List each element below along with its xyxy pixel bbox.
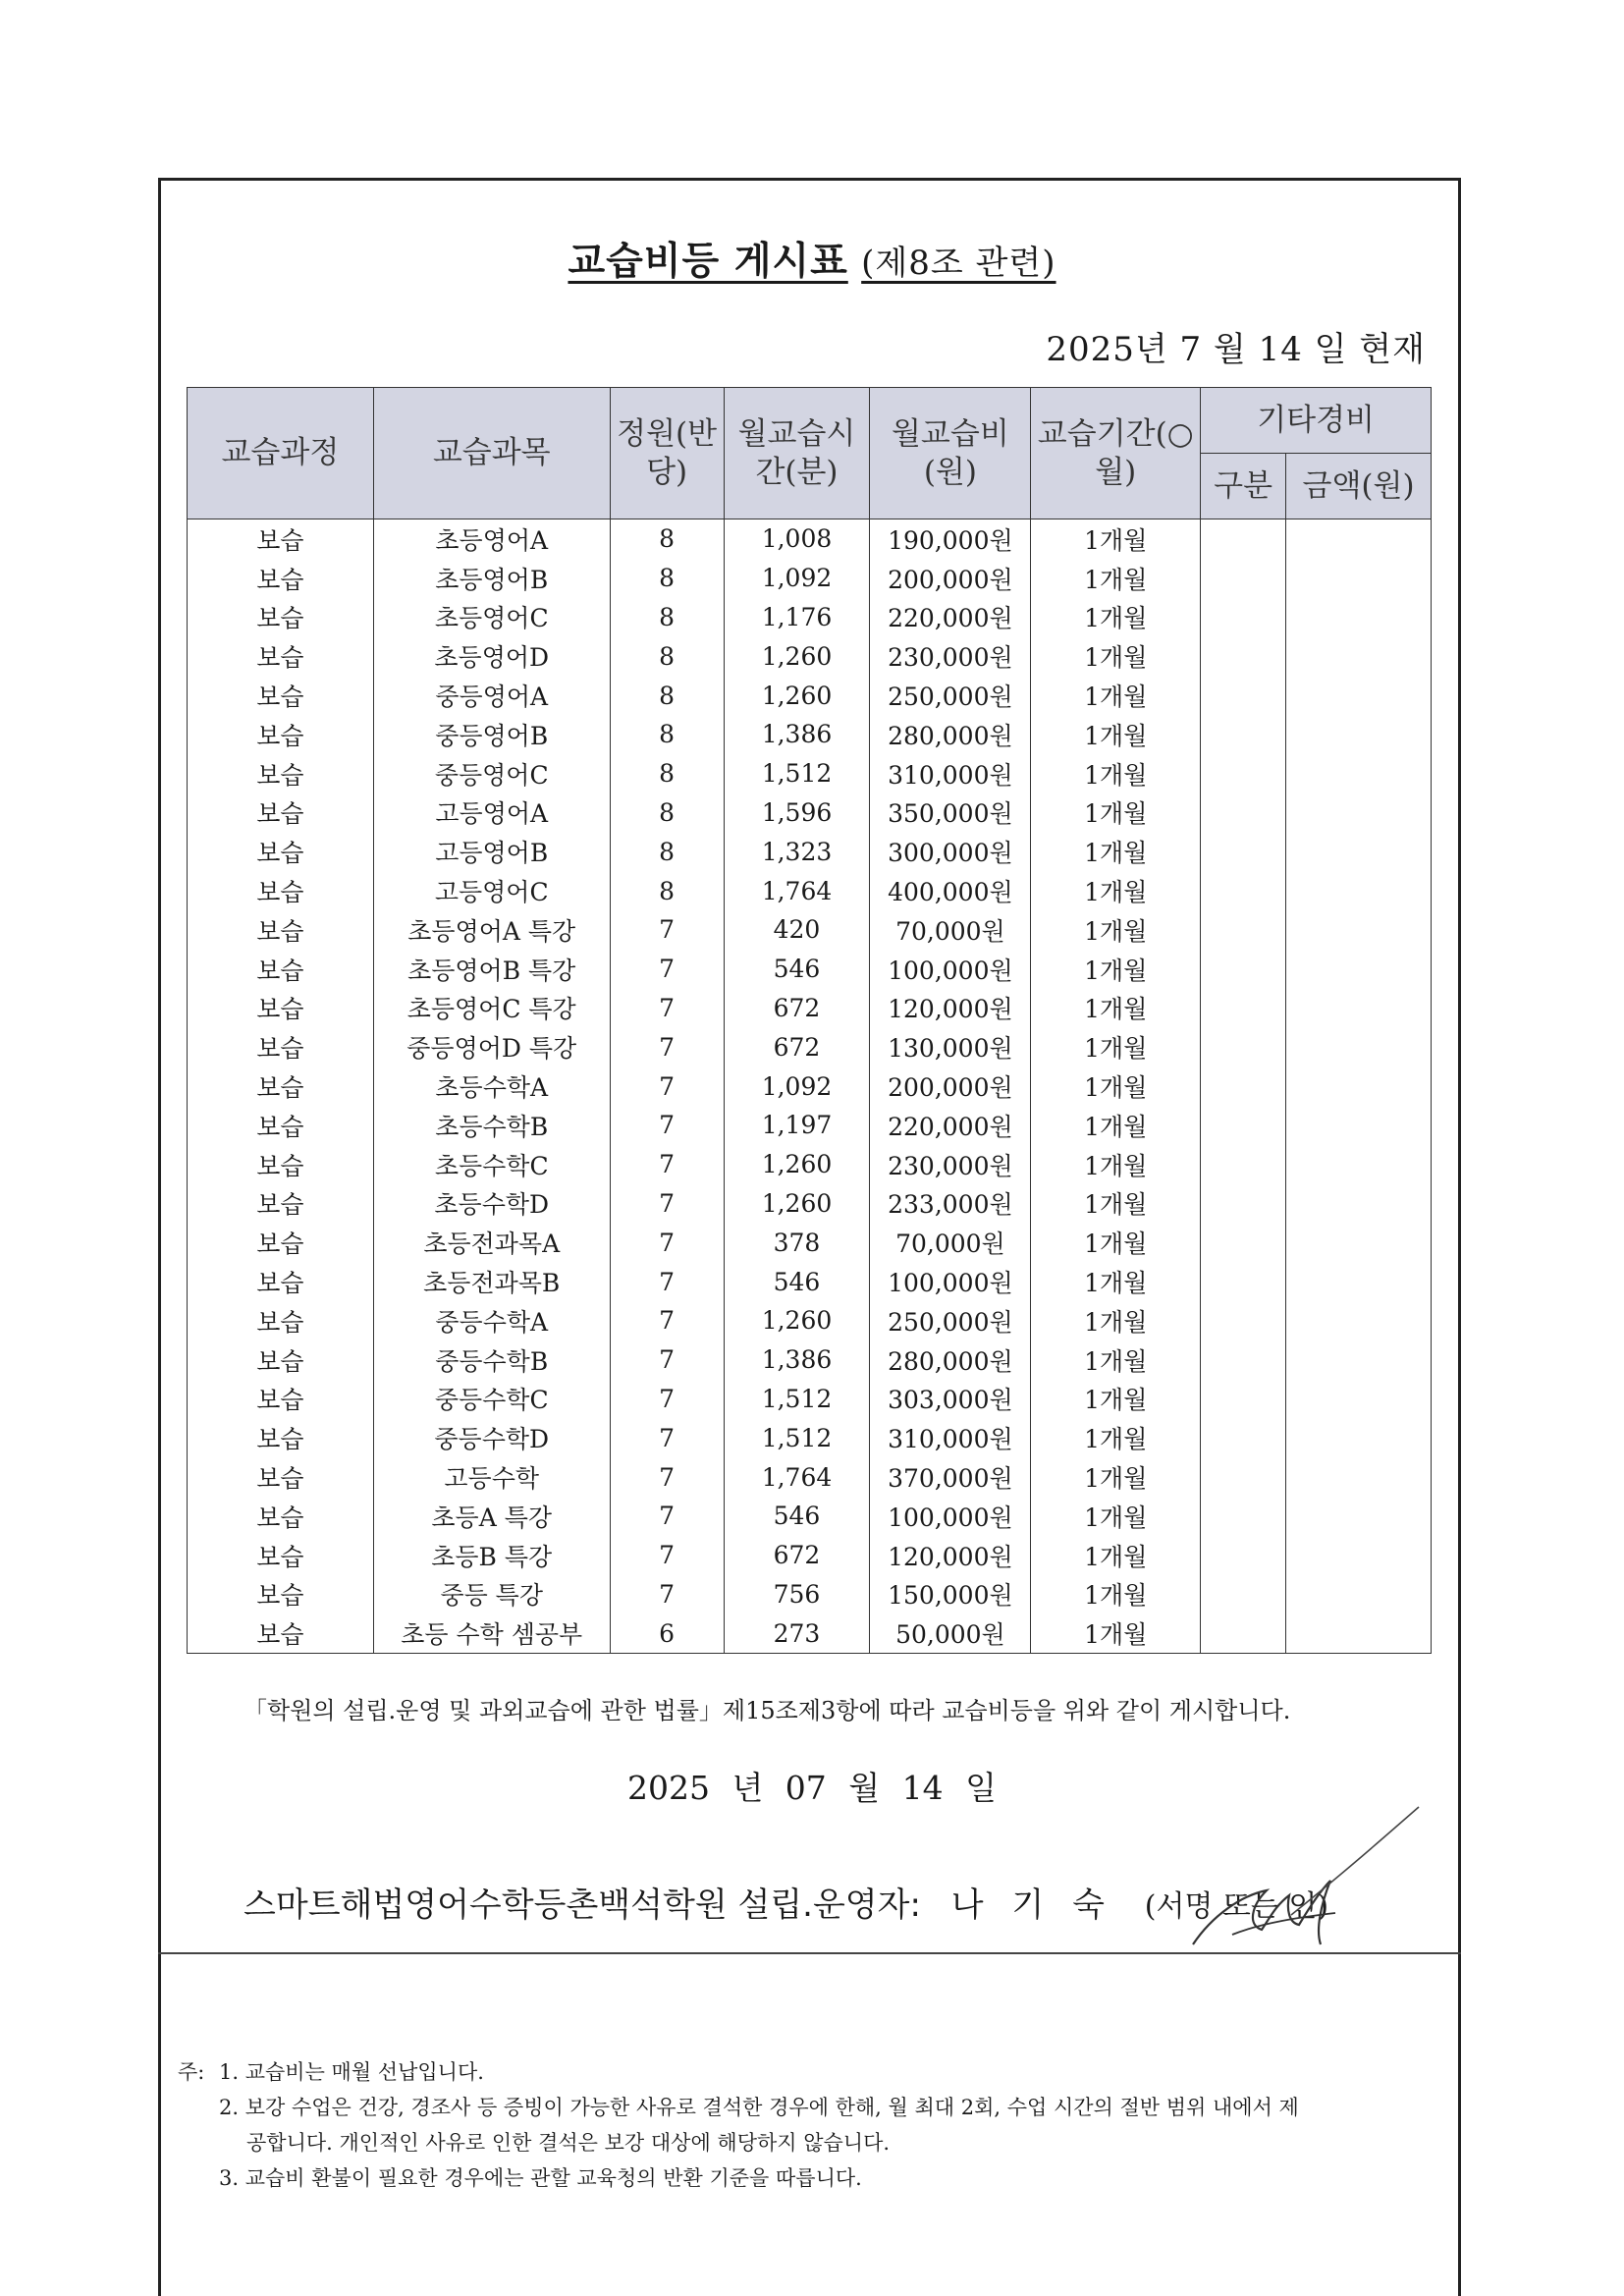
cell-monthly-hours: 1,323 [724, 832, 870, 871]
cell-capacity: 8 [610, 636, 724, 676]
table-row [188, 1457, 1432, 1497]
cell-course: 보습 [188, 871, 374, 910]
cell-other-amount [1286, 1066, 1432, 1106]
table-row [188, 1301, 1432, 1340]
cell-monthly-fee: 310,000원 [870, 754, 1031, 793]
cell-subject: 초등수학C [373, 1145, 610, 1184]
cell-period: 1개월 [1031, 950, 1201, 989]
cell-period: 1개월 [1031, 1262, 1201, 1301]
cell-other-amount [1286, 1575, 1432, 1614]
cell-other-type [1201, 1575, 1286, 1614]
cell-course: 보습 [188, 1380, 374, 1419]
cell-course: 보습 [188, 1575, 374, 1614]
cell-other-type [1201, 715, 1286, 754]
cell-period: 1개월 [1031, 989, 1201, 1028]
cell-period: 1개월 [1031, 793, 1201, 833]
cell-monthly-hours: 273 [724, 1613, 870, 1653]
cell-monthly-fee: 150,000원 [870, 1575, 1031, 1614]
cell-monthly-fee: 50,000원 [870, 1613, 1031, 1653]
table-row [188, 1497, 1432, 1536]
cell-monthly-fee: 120,000원 [870, 1536, 1031, 1575]
cell-period: 1개월 [1031, 1223, 1201, 1262]
table-row [188, 1418, 1432, 1457]
cell-period: 1개월 [1031, 1380, 1201, 1419]
cell-other-type [1201, 832, 1286, 871]
cell-other-amount [1286, 1457, 1432, 1497]
cell-monthly-hours: 1,092 [724, 1066, 870, 1106]
cell-capacity: 7 [610, 1536, 724, 1575]
fee-table [187, 387, 1432, 1654]
note-item-continuation: 공합니다. 개인적인 사유로 인한 결석은 보강 대상에 해당하지 않습니다. [246, 2131, 891, 2155]
header-other-expenses: 기타경비 [1201, 388, 1432, 454]
document-title [0, 231, 1624, 286]
cell-capacity: 8 [610, 715, 724, 754]
cell-monthly-fee: 400,000원 [870, 871, 1031, 910]
cell-subject: 중등수학A [373, 1301, 610, 1340]
table-row [188, 1184, 1432, 1224]
cell-subject: 초등수학D [373, 1184, 610, 1224]
cell-subject: 중등영어D 특강 [373, 1027, 610, 1066]
cell-course: 보습 [188, 1418, 374, 1457]
cell-other-type [1201, 1497, 1286, 1536]
cell-monthly-fee: 280,000원 [870, 715, 1031, 754]
cell-period: 1개월 [1031, 871, 1201, 910]
seal-note: (서명 또는 인) [1144, 1889, 1329, 1924]
cell-monthly-hours: 1,260 [724, 676, 870, 715]
cell-monthly-hours: 1,596 [724, 793, 870, 833]
cell-other-type [1201, 559, 1286, 598]
table-row [188, 1380, 1432, 1419]
header-other-type: 구분 [1201, 454, 1286, 519]
cell-monthly-hours: 1,260 [724, 1145, 870, 1184]
operator-line [244, 1878, 1328, 1926]
cell-other-type [1201, 910, 1286, 950]
cell-monthly-fee: 220,000원 [870, 598, 1031, 637]
cell-capacity: 8 [610, 871, 724, 910]
header-course: 교습과정 [188, 388, 374, 519]
operator-name: 나 기 숙 [950, 1886, 1105, 1925]
cell-monthly-fee: 120,000원 [870, 989, 1031, 1028]
cell-other-amount [1286, 1497, 1432, 1536]
cell-other-type [1201, 636, 1286, 676]
cell-monthly-hours: 546 [724, 950, 870, 989]
cell-other-amount [1286, 559, 1432, 598]
cell-other-amount [1286, 950, 1432, 989]
cell-period: 1개월 [1031, 1613, 1201, 1653]
cell-monthly-fee: 310,000원 [870, 1418, 1031, 1457]
table-row [188, 676, 1432, 715]
cell-monthly-fee: 250,000원 [870, 1301, 1031, 1340]
cell-capacity: 8 [610, 519, 724, 559]
cell-period: 1개월 [1031, 1106, 1201, 1145]
table-row [188, 1066, 1432, 1106]
table-row [188, 989, 1432, 1028]
cell-monthly-hours: 1,512 [724, 1418, 870, 1457]
cell-other-type [1201, 1418, 1286, 1457]
table-row [188, 1145, 1432, 1184]
cell-period: 1개월 [1031, 1184, 1201, 1224]
cell-course: 보습 [188, 715, 374, 754]
cell-period: 1개월 [1031, 715, 1201, 754]
title-sub: (제8조 관련) [861, 244, 1056, 283]
cell-subject: 초등B 특강 [373, 1536, 610, 1575]
cell-monthly-fee: 100,000원 [870, 1262, 1031, 1301]
cell-course: 보습 [188, 1262, 374, 1301]
cell-other-amount [1286, 519, 1432, 559]
cell-subject: 중등 특강 [373, 1575, 610, 1614]
cell-course: 보습 [188, 754, 374, 793]
cell-capacity: 7 [610, 1027, 724, 1066]
cell-monthly-hours: 1,176 [724, 598, 870, 637]
cell-period: 1개월 [1031, 1536, 1201, 1575]
cell-other-amount [1286, 676, 1432, 715]
cell-capacity: 7 [610, 1575, 724, 1614]
cell-other-amount [1286, 1340, 1432, 1380]
cell-monthly-fee: 100,000원 [870, 950, 1031, 989]
cell-subject: 초등전과목A [373, 1223, 610, 1262]
cell-other-type [1201, 1340, 1286, 1380]
cell-other-amount [1286, 1145, 1432, 1184]
cell-monthly-fee: 230,000원 [870, 636, 1031, 676]
table-row [188, 519, 1432, 559]
cell-other-amount [1286, 1380, 1432, 1419]
cell-other-amount [1286, 1184, 1432, 1224]
cell-period: 1개월 [1031, 1340, 1201, 1380]
cell-monthly-fee: 280,000원 [870, 1340, 1031, 1380]
cell-other-amount [1286, 910, 1432, 950]
cell-capacity: 7 [610, 989, 724, 1028]
cell-monthly-fee: 70,000원 [870, 1223, 1031, 1262]
cell-other-type [1201, 871, 1286, 910]
table-row [188, 1613, 1432, 1653]
cell-monthly-hours: 1,386 [724, 1340, 870, 1380]
cell-capacity: 7 [610, 1184, 724, 1224]
cell-monthly-hours: 1,260 [724, 636, 870, 676]
cell-monthly-hours: 1,092 [724, 559, 870, 598]
cell-period: 1개월 [1031, 1145, 1201, 1184]
cell-period: 1개월 [1031, 1457, 1201, 1497]
cell-course: 보습 [188, 1066, 374, 1106]
table-row [188, 871, 1432, 910]
cell-capacity: 7 [610, 1145, 724, 1184]
cell-subject: 중등영어C [373, 754, 610, 793]
cell-capacity: 7 [610, 1301, 724, 1340]
cell-period: 1개월 [1031, 1418, 1201, 1457]
cell-capacity: 7 [610, 1418, 724, 1457]
cell-other-type [1201, 1145, 1286, 1184]
cell-other-type [1201, 1262, 1286, 1301]
cell-other-type [1201, 1066, 1286, 1106]
notes-section [178, 2054, 1299, 2196]
cell-course: 보습 [188, 1536, 374, 1575]
cell-course: 보습 [188, 1497, 374, 1536]
cell-course: 보습 [188, 676, 374, 715]
table-row [188, 832, 1432, 871]
cell-other-type [1201, 1106, 1286, 1145]
cell-other-type [1201, 1027, 1286, 1066]
note-item: 3. 교습비 환불이 필요한 경우에는 관할 교육청의 반환 기준을 따릅니다. [219, 2166, 862, 2190]
cell-monthly-hours: 672 [724, 989, 870, 1028]
cell-capacity: 8 [610, 598, 724, 637]
notes-prefix: 주: [178, 2060, 205, 2084]
cell-other-type [1201, 950, 1286, 989]
cell-other-amount [1286, 793, 1432, 833]
cell-subject: 초등영어B [373, 559, 610, 598]
cell-period: 1개월 [1031, 1497, 1201, 1536]
cell-period: 1개월 [1031, 676, 1201, 715]
table-row [188, 598, 1432, 637]
cell-monthly-fee: 230,000원 [870, 1145, 1031, 1184]
cell-other-type [1201, 1301, 1286, 1340]
cell-capacity: 7 [610, 1066, 724, 1106]
cell-capacity: 7 [610, 1262, 724, 1301]
cell-capacity: 8 [610, 793, 724, 833]
cell-monthly-hours: 672 [724, 1027, 870, 1066]
cell-monthly-hours: 1,008 [724, 519, 870, 559]
cell-course: 보습 [188, 989, 374, 1028]
operator-label: 스마트해법영어수학등촌백석학원 설립.운영자: [244, 1886, 921, 1925]
cell-subject: 고등영어B [373, 832, 610, 871]
cell-other-amount [1286, 871, 1432, 910]
table-row [188, 1536, 1432, 1575]
as-of-date: 2025년 7 월 14 일 현재 [1046, 330, 1426, 369]
cell-course: 보습 [188, 1457, 374, 1497]
cell-capacity: 7 [610, 1380, 724, 1419]
cell-subject: 초등영어B 특강 [373, 950, 610, 989]
cell-other-amount [1286, 1106, 1432, 1145]
cell-capacity: 7 [610, 1497, 724, 1536]
cell-other-amount [1286, 832, 1432, 871]
cell-monthly-hours: 1,260 [724, 1184, 870, 1224]
cell-course: 보습 [188, 793, 374, 833]
cell-monthly-fee: 190,000원 [870, 519, 1031, 559]
cell-capacity: 8 [610, 832, 724, 871]
cell-period: 1개월 [1031, 754, 1201, 793]
cell-course: 보습 [188, 1027, 374, 1066]
title-main: 교습비등 게시표 [568, 240, 848, 284]
cell-other-amount [1286, 1262, 1432, 1301]
cell-other-type [1201, 1536, 1286, 1575]
posting-statement: 「학원의 설립.운영 및 과외교습에 관한 법률」제15조제3항에 따라 교습비등을 위와 같이 게시합니다. [244, 1697, 1291, 1724]
cell-monthly-fee: 70,000원 [870, 910, 1031, 950]
cell-period: 1개월 [1031, 1066, 1201, 1106]
cell-other-type [1201, 793, 1286, 833]
table-row [188, 793, 1432, 833]
header-other-amount: 금액(원) [1286, 454, 1432, 519]
cell-other-type [1201, 1184, 1286, 1224]
signature-date: 2025 년 07 월 14 일 [626, 1769, 998, 1807]
cell-period: 1개월 [1031, 1027, 1201, 1066]
cell-monthly-hours: 546 [724, 1497, 870, 1536]
cell-subject: 고등수학 [373, 1457, 610, 1497]
cell-other-type [1201, 1613, 1286, 1653]
cell-capacity: 7 [610, 950, 724, 989]
cell-monthly-fee: 370,000원 [870, 1457, 1031, 1497]
cell-monthly-fee: 350,000원 [870, 793, 1031, 833]
cell-period: 1개월 [1031, 1301, 1201, 1340]
header-monthly-hours: 월교습시간(분) [724, 388, 870, 519]
cell-course: 보습 [188, 598, 374, 637]
cell-other-amount [1286, 1418, 1432, 1457]
cell-monthly-hours: 1,512 [724, 754, 870, 793]
cell-monthly-fee: 250,000원 [870, 676, 1031, 715]
table-row [188, 559, 1432, 598]
cell-other-amount [1286, 715, 1432, 754]
cell-capacity: 7 [610, 1340, 724, 1380]
table-row [188, 1223, 1432, 1262]
table-row [188, 1262, 1432, 1301]
notes-divider [158, 1952, 1461, 1954]
cell-subject: 초등전과목B [373, 1262, 610, 1301]
table-row [188, 1575, 1432, 1614]
cell-capacity: 8 [610, 676, 724, 715]
cell-subject: 초등수학B [373, 1106, 610, 1145]
table-row [188, 1106, 1432, 1145]
cell-subject: 초등 수학 셈공부 [373, 1613, 610, 1653]
cell-monthly-hours: 378 [724, 1223, 870, 1262]
cell-course: 보습 [188, 1145, 374, 1184]
cell-monthly-hours: 546 [724, 1262, 870, 1301]
cell-period: 1개월 [1031, 832, 1201, 871]
cell-period: 1개월 [1031, 636, 1201, 676]
cell-capacity: 8 [610, 559, 724, 598]
cell-capacity: 7 [610, 1457, 724, 1497]
cell-subject: 고등영어A [373, 793, 610, 833]
cell-other-type [1201, 754, 1286, 793]
cell-capacity: 7 [610, 1106, 724, 1145]
table-row [188, 636, 1432, 676]
cell-subject: 중등영어B [373, 715, 610, 754]
cell-monthly-hours: 1,512 [724, 1380, 870, 1419]
cell-monthly-fee: 300,000원 [870, 832, 1031, 871]
cell-monthly-fee: 220,000원 [870, 1106, 1031, 1145]
cell-course: 보습 [188, 1301, 374, 1340]
cell-other-type [1201, 1457, 1286, 1497]
cell-other-type [1201, 1380, 1286, 1419]
cell-monthly-fee: 200,000원 [870, 1066, 1031, 1106]
cell-course: 보습 [188, 519, 374, 559]
cell-course: 보습 [188, 950, 374, 989]
cell-period: 1개월 [1031, 598, 1201, 637]
header-capacity: 정원(반당) [610, 388, 724, 519]
cell-course: 보습 [188, 910, 374, 950]
cell-subject: 초등영어D [373, 636, 610, 676]
cell-subject: 초등영어C [373, 598, 610, 637]
cell-monthly-hours: 1,260 [724, 1301, 870, 1340]
cell-subject: 중등수학B [373, 1340, 610, 1380]
cell-subject: 중등영어A [373, 676, 610, 715]
note-item: 주: 1. 교습비는 매월 선납입니다. [178, 2054, 1299, 2090]
cell-other-amount [1286, 598, 1432, 637]
cell-course: 보습 [188, 636, 374, 676]
cell-monthly-hours: 1,386 [724, 715, 870, 754]
table-row [188, 715, 1432, 754]
cell-monthly-hours: 1,764 [724, 1457, 870, 1497]
table-row [188, 910, 1432, 950]
cell-other-amount [1286, 1027, 1432, 1066]
cell-period: 1개월 [1031, 519, 1201, 559]
cell-other-type [1201, 1223, 1286, 1262]
header-monthly-fee: 월교습비(원) [870, 388, 1031, 519]
cell-subject: 중등수학D [373, 1418, 610, 1457]
cell-monthly-fee: 130,000원 [870, 1027, 1031, 1066]
cell-monthly-fee: 200,000원 [870, 559, 1031, 598]
cell-period: 1개월 [1031, 1575, 1201, 1614]
cell-monthly-fee: 303,000원 [870, 1380, 1031, 1419]
cell-other-amount [1286, 754, 1432, 793]
cell-other-amount [1286, 1301, 1432, 1340]
cell-subject: 초등수학A [373, 1066, 610, 1106]
cell-other-type [1201, 989, 1286, 1028]
cell-monthly-fee: 100,000원 [870, 1497, 1031, 1536]
cell-capacity: 8 [610, 754, 724, 793]
handwritten-signature [1173, 1797, 1429, 1959]
cell-course: 보습 [188, 559, 374, 598]
cell-subject: 초등영어A [373, 519, 610, 559]
cell-subject: 초등영어A 특강 [373, 910, 610, 950]
cell-monthly-hours: 420 [724, 910, 870, 950]
cell-other-amount [1286, 1536, 1432, 1575]
cell-course: 보습 [188, 1223, 374, 1262]
table-row [188, 950, 1432, 989]
cell-period: 1개월 [1031, 559, 1201, 598]
cell-other-type [1201, 519, 1286, 559]
cell-subject: 중등수학C [373, 1380, 610, 1419]
cell-subject: 고등영어C [373, 871, 610, 910]
cell-course: 보습 [188, 1106, 374, 1145]
cell-monthly-hours: 756 [724, 1575, 870, 1614]
table-row [188, 1340, 1432, 1380]
cell-subject: 초등영어C 특강 [373, 989, 610, 1028]
cell-other-amount [1286, 636, 1432, 676]
header-period: 교습기간(○월) [1031, 388, 1201, 519]
note-item: 2. 보강 수업은 건강, 경조사 등 증빙이 가능한 사유로 결석한 경우에 한해, 월 최대 2회, 수업 시간의 절반 범위 내에서 제 [219, 2096, 1299, 2119]
cell-capacity: 7 [610, 1223, 724, 1262]
cell-period: 1개월 [1031, 910, 1201, 950]
cell-monthly-fee: 233,000원 [870, 1184, 1031, 1224]
cell-monthly-hours: 1,197 [724, 1106, 870, 1145]
header-subject: 교습과목 [373, 388, 610, 519]
cell-other-amount [1286, 1223, 1432, 1262]
cell-other-type [1201, 676, 1286, 715]
table-row [188, 1027, 1432, 1066]
cell-capacity: 6 [610, 1613, 724, 1653]
cell-course: 보습 [188, 1340, 374, 1380]
cell-course: 보습 [188, 832, 374, 871]
cell-monthly-hours: 1,764 [724, 871, 870, 910]
cell-other-amount [1286, 989, 1432, 1028]
cell-course: 보습 [188, 1184, 374, 1224]
table-row [188, 754, 1432, 793]
cell-subject: 초등A 특강 [373, 1497, 610, 1536]
cell-other-type [1201, 598, 1286, 637]
cell-monthly-hours: 672 [724, 1536, 870, 1575]
cell-other-amount [1286, 1613, 1432, 1653]
cell-capacity: 7 [610, 910, 724, 950]
cell-course: 보습 [188, 1613, 374, 1653]
